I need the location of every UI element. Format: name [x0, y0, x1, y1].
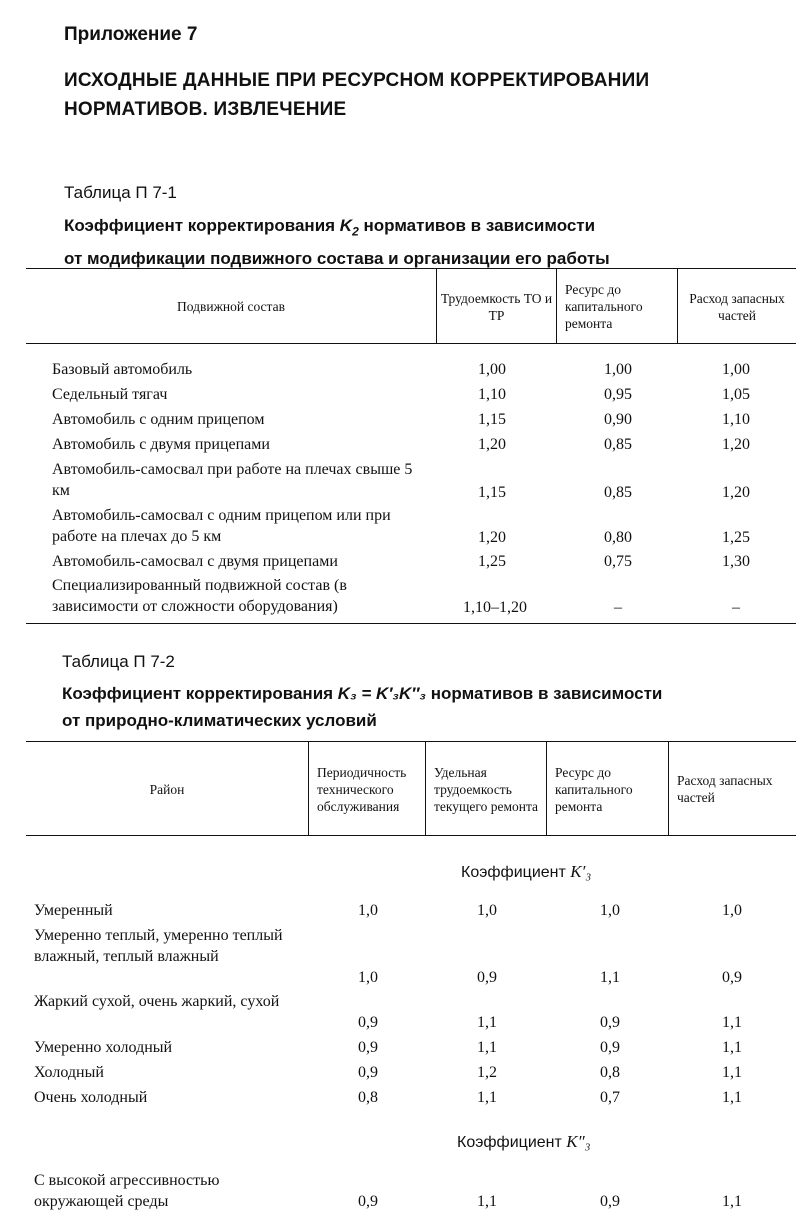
table2-top-rule	[26, 741, 796, 742]
table2-cell: 1,1	[722, 1193, 742, 1210]
table1-caption-symbol-sub: 2	[352, 224, 359, 239]
table2-cell: 1,1	[477, 1193, 497, 1210]
table1-caption-symbol	[339, 216, 359, 239]
table2-group1-label	[461, 862, 591, 882]
table1-row-name: Автомобиль-самосвал с одним прицепом или при работе на плечах до 5 км	[52, 507, 391, 545]
table1-cell: 1,00	[722, 361, 750, 378]
table2-caption-prefix: Коэффициент корректирования	[62, 684, 334, 703]
table1-caption-line2: от модификации подвижного состава и организации его работы	[64, 249, 610, 269]
table2-row-name: Жаркий сухой, очень жаркий, сухой	[34, 993, 280, 1010]
table2-cell: 1,1	[722, 1039, 742, 1056]
table1-caption-rest: нормативов в зависимости	[363, 216, 596, 235]
table2-group2-label-text: Коэффициент	[457, 1134, 562, 1151]
table2-header-resource: Ресурс до капитального ремонта	[555, 764, 633, 814]
table1-cell: 1,10	[478, 386, 506, 403]
table1-cell: 0,95	[604, 386, 632, 403]
table2-cell: 1,2	[477, 1064, 497, 1081]
table2-cell: 1,0	[358, 969, 378, 986]
table2-group2-symbol: K″₃	[566, 1132, 591, 1151]
table2-header-service-interval: Периодичность технического обслуживания	[317, 764, 407, 814]
table1-cell: 1,00	[604, 361, 632, 378]
table2-header-parts: Расход запасных частей	[677, 773, 773, 805]
table1-cell: 0,85	[604, 436, 632, 453]
table1-row-name: Автомобиль-самосвал при работе на плечах свыше 5 км	[52, 461, 413, 499]
table2-label: Таблица П 7-2	[62, 652, 175, 671]
table1-cell: 0,75	[604, 553, 632, 570]
table2-group1-symbol: K′₃	[570, 862, 592, 881]
table2-header-region: Район	[149, 781, 185, 797]
table1-cell: 1,20	[722, 484, 750, 501]
table2-cell: 0,9	[358, 1064, 378, 1081]
table2-caption-formula: K₃ = K′₃K″₃	[337, 684, 427, 703]
table2-cell: 0,9	[477, 969, 497, 986]
table1-top-rule	[26, 268, 796, 269]
table2-row-name: С высокой агрессивностью окружающей среды	[34, 1172, 220, 1210]
table1-row-name: Автомобиль с двумя прицепами	[52, 436, 270, 453]
table2-cell: 1,0	[600, 902, 620, 919]
table2-header-rule	[26, 835, 796, 836]
table1-row-name: Специализированный подвижной состав (в зависимости от сложности оборудования)	[52, 577, 347, 615]
table1-cell: 1,15	[478, 484, 506, 501]
table1-cell: 1,20	[478, 436, 506, 453]
table2-cell: 1,1	[477, 1039, 497, 1056]
table2-group1-label-text: Коэффициент	[461, 864, 566, 881]
table1-cell: 1,25	[478, 553, 506, 570]
table1-header-resource: Ресурс до капитального ремонта	[565, 282, 643, 331]
table1-cell: 0,80	[604, 529, 632, 546]
table1-header-vehicle: Подвижной состав	[177, 299, 285, 314]
table2-cell: 1,1	[722, 1089, 742, 1106]
table1-cell: 1,15	[478, 411, 506, 428]
table2-cell: 1,1	[722, 1014, 742, 1031]
table2-cell: 0,8	[600, 1064, 620, 1081]
table1-cell: 1,30	[722, 553, 750, 570]
table1-row-name: Автомобиль-самосвал с двумя прицепами	[52, 553, 338, 570]
table2-cell: 1,0	[477, 902, 497, 919]
table1-caption	[64, 212, 784, 272]
table1-cell: 1,05	[722, 386, 750, 403]
table2-cell: 1,0	[358, 902, 378, 919]
table1-cell: 1,00	[478, 361, 506, 378]
table2-group2-label	[457, 1132, 591, 1152]
table2-cell: 0,9	[358, 1014, 378, 1031]
table1-cell: 1,10	[722, 411, 750, 428]
table2-cell: 0,9	[600, 1193, 620, 1210]
table2-row-name: Умеренно холодный	[34, 1039, 173, 1056]
table2-row-name: Холодный	[34, 1064, 104, 1081]
table1-cell: 1,20	[722, 436, 750, 453]
table2-caption	[62, 680, 792, 734]
appendix-title: Приложение 7	[64, 24, 198, 45]
table2-cell: 0,9	[600, 1014, 620, 1031]
table2-row-name: Умеренно теплый, умеренно теплый влажный, теплый влажный	[34, 927, 283, 965]
main-title: ИСХОДНЫЕ ДАННЫЕ ПРИ РЕСУРСНОМ КОРРЕКТИРОВАНИИ НОРМАТИВОВ. ИЗВЛЕЧЕНИЕ	[64, 70, 650, 120]
table2-cell: 0,8	[358, 1089, 378, 1106]
table1-cell: –	[614, 599, 622, 616]
table1-caption-prefix: Коэффициент корректирования	[64, 216, 336, 235]
table2-cell: 0,9	[358, 1039, 378, 1056]
table2-row-name: Очень холодный	[34, 1089, 148, 1106]
table2-caption-rest: нормативов в зависимости	[430, 684, 663, 703]
table1-cell: 0,85	[604, 484, 632, 501]
table1-header-rule	[26, 343, 796, 344]
table2-caption-line2: от природно-климатических условий	[62, 711, 377, 730]
table2-cell: 0,7	[600, 1089, 620, 1106]
table2-cell: 1,1	[600, 969, 620, 986]
table1-row-name: Седельный тягач	[52, 386, 168, 403]
table1-header-labor: Трудоемкость ТО и ТР	[440, 290, 553, 323]
table1-row-name: Автомобиль с одним прицепом	[52, 411, 265, 428]
table2-cell: 0,9	[600, 1039, 620, 1056]
table2-row-name: Умеренный	[34, 902, 113, 919]
table2-cell: 0,9	[358, 1193, 378, 1210]
table2-cell: 1,1	[477, 1014, 497, 1031]
table2-cell: 1,1	[722, 1064, 742, 1081]
table1-cell: –	[732, 599, 740, 616]
table2-cell: 1,1	[477, 1089, 497, 1106]
table1-bottom-rule	[26, 623, 796, 624]
table1-header-parts: Расход запасных частей	[689, 290, 785, 323]
table1-cell: 1,25	[722, 529, 750, 546]
table2-header-repair-labor: Удельная трудоемкость текущего ремонта	[434, 764, 539, 814]
table1-row-name: Базовый автомобиль	[52, 361, 193, 378]
table1-caption-symbol-letter: K	[339, 216, 353, 235]
table1-cell: 1,20	[478, 529, 506, 546]
table1-cell: 1,10–1,20	[463, 599, 527, 616]
table1-label: Таблица П 7-1	[64, 183, 177, 202]
table2-cell: 1,0	[722, 902, 742, 919]
table1-cell: 0,90	[604, 411, 632, 428]
table2-cell: 0,9	[722, 969, 742, 986]
